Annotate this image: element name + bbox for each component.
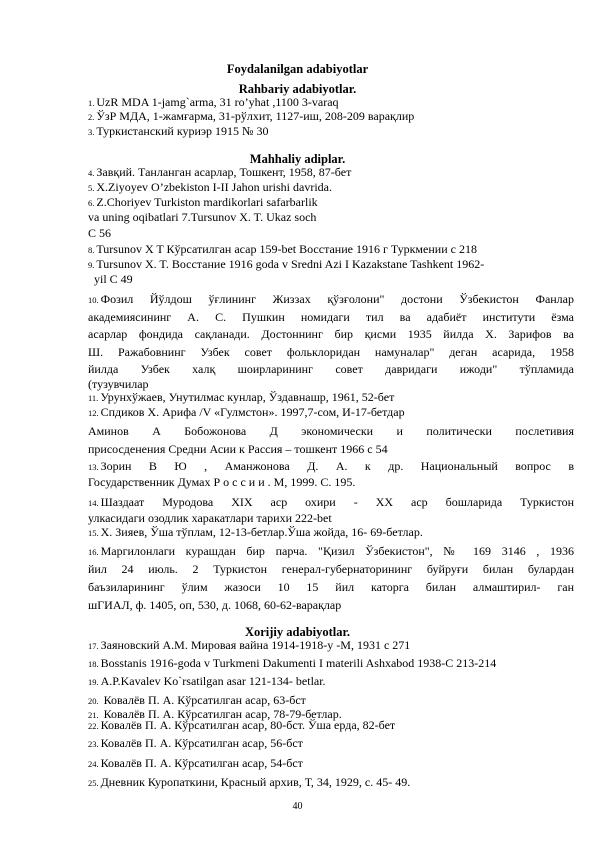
reference-continuation [88,345,574,360]
reference-number: 1. [88,98,95,108]
reference-number: 4. [88,168,95,178]
reference-text: Tursunov X T Кўрсатилган асар 159-bet Восстание 1916 г Туркмении с 218 [96,242,477,256]
reference-number: 5. [88,183,95,193]
reference-item [88,405,574,421]
reference-item [88,718,574,734]
reference-text: Шаздаат Муродова XIX аср охири - XX аср бошларида Туркистон [100,495,574,509]
reference-continuation [88,362,574,377]
reference-text: Ковалёв П. А. Кўрсатилган асар, 56-бст [100,736,303,750]
reference-text: академиясининг А. С. Пушкин номидаги тил ва адабиёт институти ёзма [88,310,574,324]
reference-text: улкасидаги озодлик харакатлари тарихи 222-bet [88,511,332,525]
reference-text: Заяновский А.М. Мировая вайна 1914-1918-у -М, 1931 с 271 [100,638,411,652]
reference-text: йилда Узбек халқ шоирларининг совет давридаги ижоди" тўпламида [88,362,574,376]
reference-item [88,525,574,541]
reference-number: 22. [88,721,99,731]
reference-item [88,292,574,308]
reference-text: Дневник Куропаткини, Красный архив, Т, 34, 1929, с. 45- 49. [100,775,411,789]
reference-text: UzR MDA 1-jamg`arma, 31 ro’yhat ,1100 3-varaq [96,95,339,109]
reference-item [88,180,574,196]
reference-item [88,459,574,475]
reference-continuation [94,272,580,287]
reference-item [88,544,574,560]
reference-number: 18. [88,659,99,669]
reference-continuation [88,511,574,526]
section-heading-xorijiy: Xorijiy adabiyotlar. [244,625,351,639]
reference-item [88,775,574,791]
reference-number: 6. [88,198,95,208]
reference-text: (тузувчилар [88,377,149,391]
reference-text: Аминов А Бобожонова Д экономически и политически послетивия [88,424,574,438]
reference-continuation [88,310,574,325]
reference-text: ЎзР МДА, 1-жамғарма, 31-рўлхит, 1127-иш, 208-209 варақлир [96,109,415,123]
reference-item [88,165,574,181]
reference-text: асарлар фондида сақланади. Достоннинг бир қисми 1935 йилда Х. Зарифов ва [88,327,574,341]
reference-number: 19. [88,677,99,687]
reference-item [88,656,574,672]
section-heading-rahbariy: Rahbariy adabiyotlar. [238,82,357,96]
reference-text: присосденения Средни Асии к Рассия – тошкент 1966 с 54 [88,442,388,456]
reference-number: 13. [88,462,99,472]
reference-text: va uning oqibatlari 7.Tursunov X. T. Ukaz soch [88,210,317,224]
reference-number: 12. [88,408,99,418]
reference-text: Фозил Йўлдош ўғлининг Жиззах қўзғолони" достони Ўзбекистон Фанлар [100,292,574,306]
reference-item [88,495,574,511]
reference-text: Ковалёв П. А. Кўрсатилган асар, 63-бст [100,693,306,707]
reference-text: X.Ziyoyev O’zbekiston I-II Jahon urishi davrida. [96,180,332,194]
reference-number: 16. [88,547,99,557]
reference-item [88,257,574,273]
reference-text: шГИАЛ, ф. 1405, оп, 530, д. 1068, 60-62-варақлар [88,598,342,612]
reference-item [88,674,574,690]
reference-number: 24. [88,759,99,769]
reference-text: Z.Choriyev Turkiston mardikorlari safarbarlik [96,195,318,209]
reference-item [88,242,574,258]
reference-text: Туркистанский куриэр 1915 № 30 [96,124,269,138]
reference-text: Завқий. Танланган асарлар, Тошкент, 1958, 87-бет [96,165,352,179]
reference-item [88,195,574,211]
reference-number: 14. [88,498,99,508]
reference-number: 8. [88,245,95,255]
reference-text: Урунхўжаев, Унутилмас кунлар, Ўздавнашр, 1961, 52-бет [100,390,395,404]
reference-text: Х. Зияев, Ўша тўплам, 12-13-бетлар.Ўша жойда, 16- 69-бетлар. [100,525,423,539]
reference-text: Зорин В Ю , Аманжонова Д. А. к др. Национальный вопрос в [100,459,574,473]
reference-continuation [88,327,574,342]
reference-text: Ковалёв П. А. Кўрсатилган асар, 80-бст. Ўша ерда, 82-бет [100,718,396,732]
reference-text: Ковалёв П. А. Кўрсатилган асар, 78-79-бетлар. [100,707,342,721]
reference-item [88,638,574,654]
reference-text: A.P.Kavalev Ko`rsatilgan asar 121-134- betlar. [100,674,326,688]
page-number: 40 [292,801,303,812]
reference-item [88,109,574,125]
reference-text: Маргилонлаги курашдан бир парча. "Қизил Ўзбекистон", № 169 3146 , 1936 [100,544,574,558]
reference-number: 21. [88,710,99,720]
reference-number: 17. [88,641,99,651]
reference-text: Спдиков Х. Арифа /V «Гулмстон». 1997,7-сом, И-17-бетдар [100,405,405,419]
reference-continuation [88,580,574,595]
reference-number: 3. [88,127,95,137]
reference-number: 25. [88,778,99,788]
reference-item [88,124,574,140]
reference-item [88,756,574,772]
reference-text: С 56 [88,226,112,240]
reference-number: 20. [88,696,99,706]
reference-continuation [88,442,574,457]
reference-text: Tursunov X. T. Восстание 1916 goda v Sredni Azi I Kazakstane Tashkent 1962- [96,257,485,271]
reference-text: баъзиларининг ўлим жазоси 10 15 йил каторга билан алмаштирил- ган [88,580,574,594]
reference-continuation [88,210,574,225]
page-title: Foydalanilgan adabiyotlar [226,62,369,76]
reference-number: 9. [88,260,95,270]
reference-number: 23. [88,739,99,749]
reference-text: Ковалёв П. А. Кўрсатилган асар, 54-бст [100,756,303,770]
reference-number: 11. [88,393,99,403]
reference-continuation [88,562,574,577]
reference-number: 10. [88,295,99,305]
reference-number: 15. [88,528,99,538]
reference-text: Государственник Думах Р о с с и и . М, 1999. С. 195. [88,475,356,489]
reference-continuation [88,424,574,439]
reference-text: йил 24 июль. 2 Туркистон генерал-губернаторининг буйруғи билан булардан [88,562,574,576]
reference-continuation [88,475,574,490]
reference-item [88,736,574,752]
reference-text: Bosstanis 1916-goda v Turkmeni Dakumenti I materili Ashxabod 1938-С 213-214 [100,656,497,670]
reference-number: 2. [88,112,95,122]
reference-continuation [88,226,574,241]
reference-text: yil С 49 [94,272,133,286]
section-heading-mahhaliy: Mahhaliy adiplar. [249,152,346,166]
reference-text: Ш. Ражабовнинг Узбек совет фольклоридан намуналар" деган асарида, 1958 [88,345,574,359]
reference-item [88,390,574,406]
reference-continuation [88,598,574,613]
